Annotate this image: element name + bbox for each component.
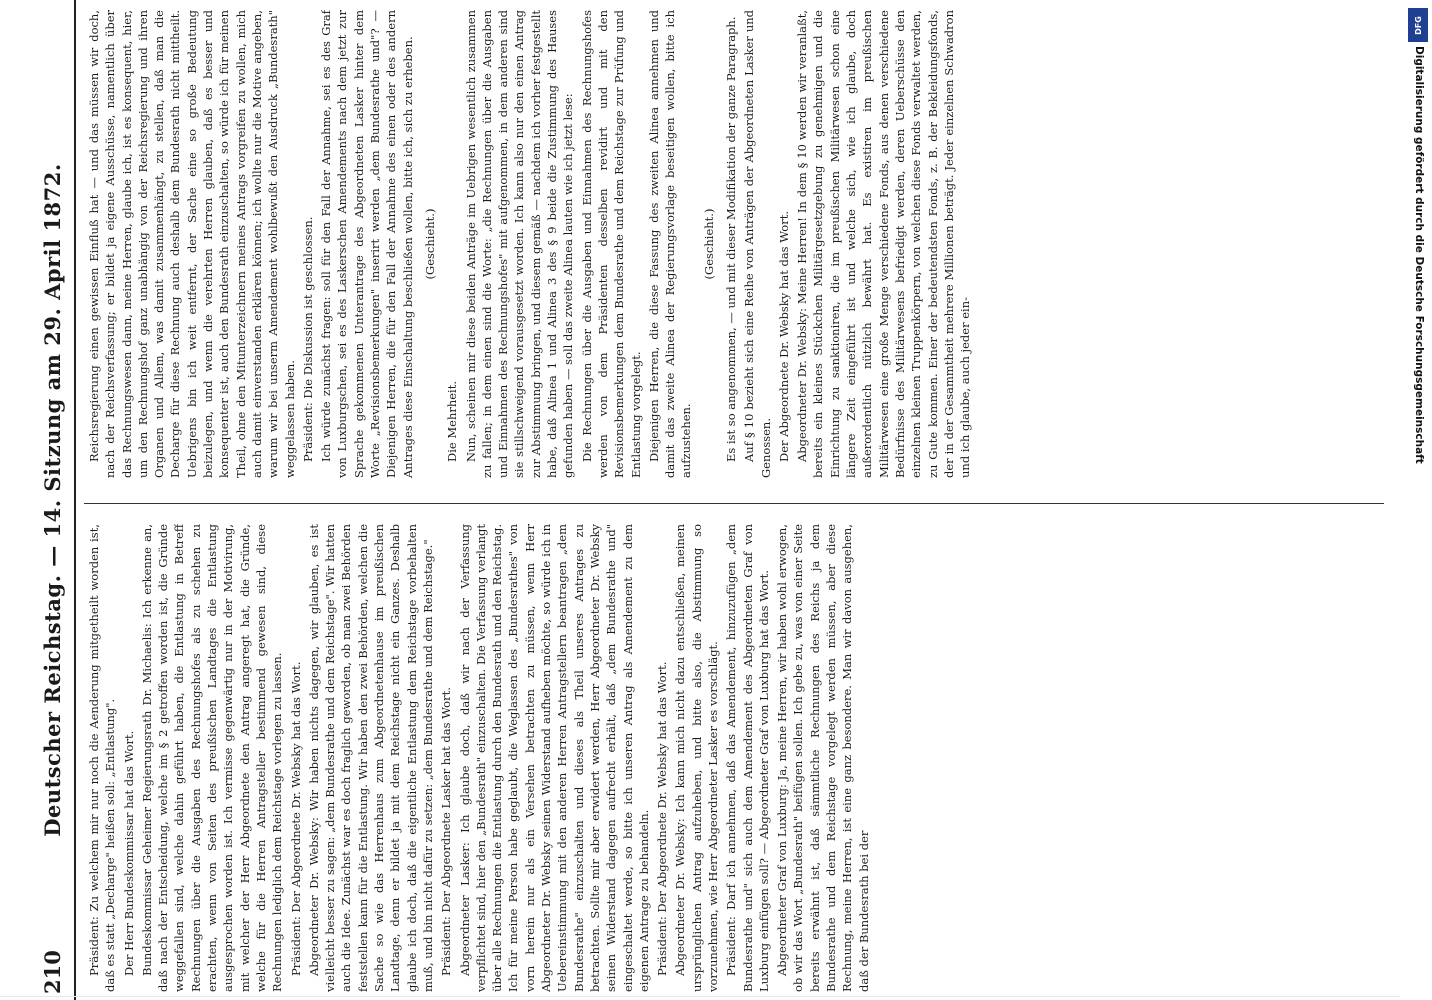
page-number: 210 [40, 950, 65, 994]
paragraph: Die Mehrheit. [445, 380, 460, 462]
paragraph: Präsident: Der Abgeordnete Lasker hat das Wort. [439, 687, 454, 976]
stage-direction: (Geschieht.) [701, 208, 716, 280]
paragraph: Diejenigen Herren, die diese Fassung des zweiten Alinea annehmen und damit das zweite Alinea der Regierungsvorlage beseitigen wollen, bitte ich aufzustehen. [646, 10, 694, 478]
paragraph: Auf § 10 bezieht sich eine Reihe von Anträgen der Abgeordneten Lasker und Genossen. [742, 10, 773, 478]
paragraph: Der Abgeordnete Dr. Websky hat das Wort. [776, 211, 791, 462]
paragraph: Abgeordneter Lasker: Ich glaube doch, daß wir nach der Verfassung verpflichtet sind, hier den „Bundesrath" einzuschalten. Die Verfassung verlangt über alle Rechnungen die Entlastung durch den Bundesrath und den Reichstag. Ich für meine Person habe geglaubt, die Weglassen des „Bundesrathes" von vorn herein nur als ein Versehen betrachten zu müssen, wenn Herr Abgeordneter Dr. Websky seinen Widerstand aufheben möchte, so würde ich in Uebereinstimmung mit den anderen Herren Antragstellern beantragen „dem Bundesrathe" einzuschalten und dieses als Theil unseres Antrages zu betrachten. Sollte mir aber erwidert werden, Herr Abgeordneter Dr. Websky seinen Widerstand dagegen aufrecht erhält, daß „dem Bundesrathe und" eingeschaltet werde, so bitte ich unseren Antrag als Amendement zu dem eigenen Antrage zu behandeln. [457, 524, 651, 992]
paragraph: Abgeordneter Dr. Websky: Ich kann mich nicht dazu entschließen, meinen ursprünglichen Antrag aufzuheben, und bitte also, die Abstimmung so vorzunehmen, wie Herr Abgeordneter Lasker es vorschlägt. [673, 524, 720, 992]
paragraph: Nun, scheinen mir diese beiden Anträge im Uebrigen wesentlich zusammen zu fallen; in dem einen sind die Worte: „die Rechnungen über die Ausgaben und Einnahmen des Rechnungshofes" mit aufgenommen, in dem anderen sind sie stillschweigend vorausgesetzt worden. Ich kann also nur den einen Antrag zur Abstimmung bringen, und diesem gemäß — nachdem ich vorher festgestellt habe, daß Alinea 1 und Alinea 3 des § 9 beide die Zustimmung des Hauses gefunden haben — soll das zweite Alinea lauten wie ich jetzt lese: [463, 10, 576, 478]
paragraph: Präsident: Zu welchem mir nur noch die Aenderung mitgetheilt worden ist, daß es statt „Decharge" heißen soll: „Entlastung". [87, 524, 118, 992]
page-header [0, 0, 76, 1000]
left-column [86, 524, 1376, 992]
paragraph: Präsident: Der Abgeordnete Dr. Websky hat das Wort. [288, 661, 303, 976]
paragraph: Präsident: Der Abgeordnete Dr. Websky hat das Wort. [655, 661, 670, 976]
quoted-motion-text: Die Rechnungen über die Ausgaben und Einnahmen des Rechnungshofes werden von dem Präsidenten desselben revidirt und mit den Revisionsbemerkungen dem Bundesrathe und dem Reichstage zur Prüfung und Entlastung vorgelegt. [579, 10, 643, 478]
stage-direction: (Geschieht.) [422, 208, 437, 280]
dfg-logo: DFG [1408, 8, 1428, 42]
paragraph: Der Herr Bundeskommissar hat das Wort. [121, 730, 136, 976]
column-divider [84, 503, 1384, 504]
paragraph: Abgeordneter Graf von Luxburg: Ja, meine Herren, wir haben wohl erwogen, ob wir das Wort „Bundesrath" beifügen sollen. Ich gebe zu, was von einer Seite bereits erwähnt ist, daß sämmtliche Rechnungen des Reichs ja dem Bundesrathe und dem Reichstage vorgelegt werden müssen, aber diese Rechnung, meine Herren, ist eine ganz besondere. Man wir davon ausgehen, daß der Bundesrath bei der [775, 524, 871, 992]
paragraph: Reichsregierung einen gewissen Einfluß hat — und das müssen wir doch, nach der Reichsverfassung; er bildet ja eigene Ausschüsse, namentlich über das Rechnungswesen dann, meine Herren, glaube ich, ist es konsequent, hier, um den Rechnungshof ganz unabhängig von der Reichsregierung und ihren Organen und Allem, was damit zusammenhängt, zu stellen, daß man die Decharge für diese Rechnung auch deshalb dem Bundesrath nicht mittheilt. Uebrigens bin ich weit entfernt, der Sache eine so große Bedeutung beizulegen, und wenn die verehrten Herren glauben, daß es besser und konsequenter ist, auch den Bundesrath einzuschalten, so würde ich für meinen Theil, ohne den Mitunterzeichnern meines Antrags vorgreifen zu wollen, mich auch damit einverstanden erklären können; ich wollte nur die Motive angeben, warum wir bei unserm Amendement wohlbewußt den Ausdruck „Bundesrath" weggelassen haben. [87, 10, 297, 478]
paragraph: Es ist so angenommen, — und mit dieser Modifikation der ganze Paragraph. [723, 16, 738, 462]
paragraph: Bundeskommissar Geheimer Regierungsrath Dr. Michaelis: Ich erkenne an, daß nach der Entscheidung, welche im § 2 getroffen worden ist, die Gründe weggefallen sind, welche dahin geführt haben, die Entlastung in Betreff Rechnungen über die Ausgaben des Rechnungshofes als zu schehen zu erachten, wenn von Seiten des preußischen Landtages die Entlastung ausgesprochen worden ist. Ich vermisse gegenwärtig nur in der Motivirung, mit welcher der Herr Abgeordnete den Antrag angeregt hat, die Gründe, welche für die Herren Antragsteller bestimmend gewesen sind, diese Rechnungen lediglich dem Reichstage vorlegen zu lassen. [139, 524, 285, 992]
digitization-credit-text: Digitalisierung gefördert durch die Deutsche Forschungsgemeinschaft [1413, 46, 1425, 464]
paragraph: Präsident: Die Diskussion ist geschlossen. [300, 216, 315, 462]
paragraph: Präsident: Darf ich annehmen, daß das Amendement, hinzuzufügen „dem Bundesrathe und" sich auch dem Amendement des Abgeordneten Graf von Luxburg einfügen soll? — Abgeordneter Graf von Luxburg hat das Wort. [724, 524, 771, 992]
scan-bottom-edge [0, 996, 1400, 997]
right-column [86, 10, 1376, 478]
paragraph: Abgeordneter Dr. Websky: Meine Herren! In dem § 10 werden wir veranlaßt, bereits ein kleines Stückchen Militärgesetzgebung zu genehmigen und die Einrichtung zu sanktioniren, die im preußischen Militärwesen schon eine längere Zeit eingeführt ist und welche sich, wie ich glaube, doch außerordentlich nützlich bewährt hat. Es existiren im preußischen Militärwesen eine große Menge verschiedene Fonds, aus denen verschiedene Bedürfnisse des Militärwesens befriedigt werden, deren Ueberschüsse den einzelnen kleinen Truppenkörpern, von welchen diese Fonds verwaltet werden, zu Gute kommen. Einer der bedeutendsten Fonds, z. B. der Bekleidungsfonds, der in der Gesammtheit mehrere Millionen beträgt. Jeder einzelnen Schwadron und ich glaube, auch jeder ein- [795, 10, 973, 478]
paragraph: Abgeordneter Dr. Websky: Wir haben nichts dagegen, wir glauben, es ist vielleicht besser zu sagen: „dem Bundesrathe und dem Reichstage". Wir hatten auch die Idee. Zunächst war es doch fraglich geworden, ob man zwei Behörden feststellen kann für die Entlastung. Wir haben den zwei Behörden, welchen die Sache so wie das Herrenhaus zum Abgeordnetenhause im preußischen Landtage, denn er bildet ja mit dem Reichstage nicht ein Ganzes. Deshalb glaube ich doch, daß die eigentliche Entlastung dem Reichstage vorbehalten muß, und bin nicht dafür zu setzen: „dem Bundesrathe und dem Reichstage." [306, 524, 435, 992]
paragraph: Ich würde zunächst fragen: soll für den Fall der Annahme, sei es des Graf von Luxburgschen, sei es des Laskerschen Amendements nach dem jetzt zur Sprache gekommenen Unterantrage des Abgeordneten Lasker hinter dem Worte „Revisionsbemerkungen" inserirt werden „dem Bundesrathe und"? — Diejenigen Herren, die für den Fall der Annahme des einen oder des andern Antrages diese Einschaltung beschließen wollen, bitte ich, sich zu erheben. [319, 10, 415, 478]
running-title: Deutscher Reichstag. — 14. Sitzung am 29. April 1872. [40, 163, 65, 837]
